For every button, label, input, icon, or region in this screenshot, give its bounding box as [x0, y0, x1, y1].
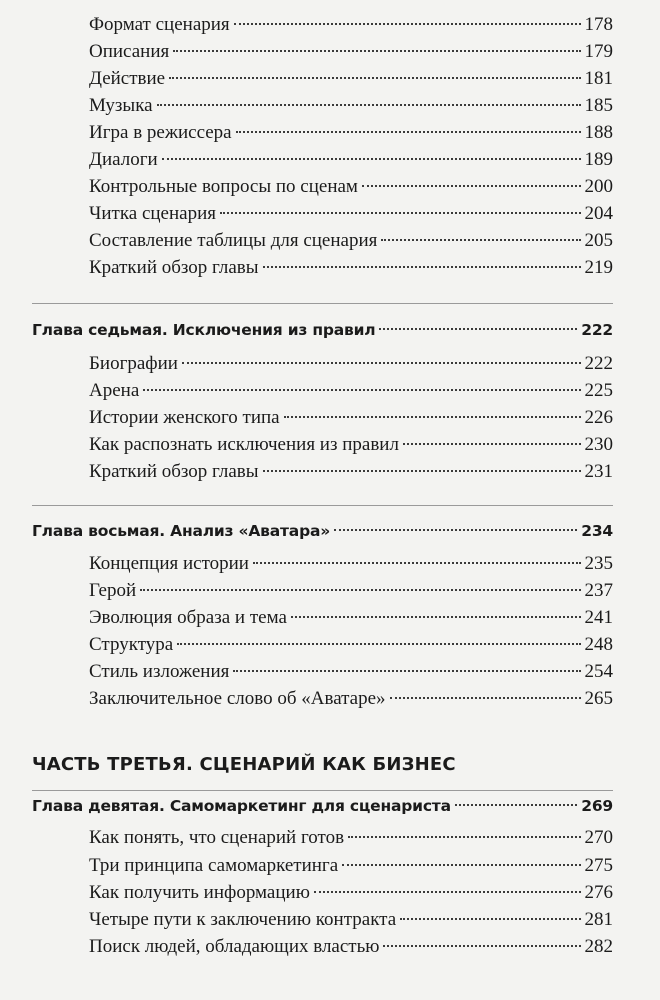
toc-entry-page: 235 — [584, 553, 613, 574]
leader-dots — [234, 23, 581, 25]
toc-entry-page: 237 — [584, 580, 613, 601]
toc-entry-title: Концепция истории — [89, 553, 249, 574]
toc-entry — [89, 580, 613, 608]
toc-entry — [89, 176, 613, 204]
toc-entry-title: Как получить информацию — [89, 882, 310, 903]
toc-entry-page: 270 — [584, 827, 613, 848]
toc-entry — [89, 434, 613, 462]
section-divider — [32, 790, 613, 791]
chapter-heading — [32, 522, 613, 550]
toc-entry-page: 200 — [584, 176, 613, 197]
leader-dots — [455, 804, 577, 806]
toc-entry — [89, 407, 613, 435]
toc-entry-title: Краткий обзор главы — [89, 257, 259, 278]
toc-entry-page: 282 — [584, 936, 613, 957]
chapter-heading — [32, 797, 613, 825]
leader-dots — [400, 918, 580, 920]
toc-entry — [89, 461, 613, 489]
toc-entry-title: Четыре пути к заключению контракта — [89, 909, 397, 930]
toc-entry-page: 225 — [584, 380, 613, 401]
leader-dots — [342, 864, 580, 866]
toc-entry — [89, 936, 613, 964]
toc-entry-title: Арена — [89, 380, 140, 401]
toc-entry — [89, 68, 613, 96]
toc-entry-page: 241 — [584, 607, 613, 628]
leader-dots — [173, 50, 580, 52]
leader-dots — [143, 389, 580, 391]
toc-entry-page: 226 — [584, 407, 613, 428]
toc-entry-page: 265 — [584, 688, 613, 709]
toc-entry-page: 230 — [584, 434, 613, 455]
toc-entry-title: Диалоги — [89, 149, 158, 170]
toc-entry — [89, 634, 613, 662]
toc-entry — [89, 661, 613, 689]
toc-entry-title: Заключительное слово об «Аватаре» — [89, 688, 386, 709]
toc-entry-title: Действие — [89, 68, 166, 89]
toc-entry-title: Составление таблицы для сценария — [89, 230, 378, 251]
leader-dots — [169, 77, 580, 79]
leader-dots — [263, 470, 581, 472]
toc-entry — [89, 855, 613, 883]
toc-entry-page: 204 — [584, 203, 613, 224]
chapter-title: Глава восьмая. Анализ «Аватара» — [32, 522, 331, 540]
toc-entry-title: Три принципа самомаркетинга — [89, 855, 339, 876]
leader-dots — [182, 362, 581, 364]
leader-dots — [263, 266, 581, 268]
part-heading: ЧАСТЬ ТРЕТЬЯ. СЦЕНАРИЙ КАК БИЗНЕС — [32, 754, 456, 775]
toc-entry — [89, 827, 613, 855]
toc-entry — [89, 122, 613, 150]
leader-dots — [403, 443, 581, 445]
leader-dots — [233, 670, 580, 672]
toc-entry-title: Музыка — [89, 95, 153, 116]
leader-dots — [362, 185, 581, 187]
leader-dots — [381, 239, 580, 241]
toc-entry-title: Описания — [89, 41, 170, 62]
toc-entry-title: Герой — [89, 580, 137, 601]
toc-entry — [89, 230, 613, 258]
leader-dots — [379, 328, 577, 330]
toc-entry-title: Истории женского типа — [89, 407, 280, 428]
toc-entry-page: 185 — [584, 95, 613, 116]
toc-entry-page: 276 — [584, 882, 613, 903]
toc-entry-page: 179 — [584, 41, 613, 62]
section-divider — [32, 303, 613, 304]
toc-entry-page: 222 — [584, 353, 613, 374]
leader-dots — [314, 891, 581, 893]
toc-entry — [89, 149, 613, 177]
toc-entry — [89, 14, 613, 42]
chapter-page: 269 — [581, 797, 613, 815]
leader-dots — [177, 643, 580, 645]
toc-entry — [89, 882, 613, 910]
toc-entry — [89, 607, 613, 635]
toc-entry-page: 275 — [584, 855, 613, 876]
toc-entry-title: Читка сценария — [89, 203, 216, 224]
toc-entry-page: 281 — [584, 909, 613, 930]
toc-entry-page: 248 — [584, 634, 613, 655]
leader-dots — [157, 104, 581, 106]
toc-entry-title: Игра в режиссера — [89, 122, 232, 143]
toc-entry-page: 188 — [584, 122, 613, 143]
leader-dots — [334, 529, 577, 531]
toc-entry — [89, 380, 613, 408]
toc-entry-page: 219 — [584, 257, 613, 278]
toc-entry-title: Стиль изложения — [89, 661, 230, 682]
leader-dots — [236, 131, 581, 133]
toc-entry-title: Формат сценария — [89, 14, 230, 35]
toc-entry — [89, 353, 613, 381]
toc-entry-page: 178 — [584, 14, 613, 35]
leader-dots — [162, 158, 581, 160]
toc-entry-title: Биографии — [89, 353, 178, 374]
toc-entry-page: 205 — [584, 230, 613, 251]
leader-dots — [140, 589, 580, 591]
chapter-page: 234 — [581, 522, 613, 540]
chapter-title: Глава девятая. Самомаркетинг для сценариста — [32, 797, 451, 815]
chapter-page: 222 — [581, 321, 613, 339]
toc-entry-page: 181 — [584, 68, 613, 89]
toc-entry — [89, 257, 613, 285]
toc-entry — [89, 553, 613, 581]
toc-entry — [89, 909, 613, 937]
toc-entry-title: Как распознать исключения из правил — [89, 434, 399, 455]
toc-entry-title: Структура — [89, 634, 174, 655]
chapter-title: Глава седьмая. Исключения из правил — [32, 321, 376, 339]
leader-dots — [348, 836, 580, 838]
toc-entry-page: 189 — [584, 149, 613, 170]
leader-dots — [390, 697, 581, 699]
leader-dots — [220, 212, 581, 214]
toc-entry — [89, 688, 613, 716]
toc-entry-title: Поиск людей, обладающих властью — [89, 936, 380, 957]
toc-entry-page: 231 — [584, 461, 613, 482]
leader-dots — [383, 945, 580, 947]
leader-dots — [291, 616, 581, 618]
toc-entry-title: Как понять, что сценарий готов — [89, 827, 345, 848]
section-divider — [32, 505, 613, 506]
toc-entry — [89, 95, 613, 123]
toc-entry-title: Эволюция образа и тема — [89, 607, 287, 628]
toc-entry — [89, 203, 613, 231]
leader-dots — [253, 562, 581, 564]
leader-dots — [284, 416, 581, 418]
toc-entry-title: Краткий обзор главы — [89, 461, 259, 482]
toc-entry-page: 254 — [584, 661, 613, 682]
toc-entry-title: Контрольные вопросы по сценам — [89, 176, 358, 197]
chapter-heading — [32, 321, 613, 349]
toc-entry — [89, 41, 613, 69]
